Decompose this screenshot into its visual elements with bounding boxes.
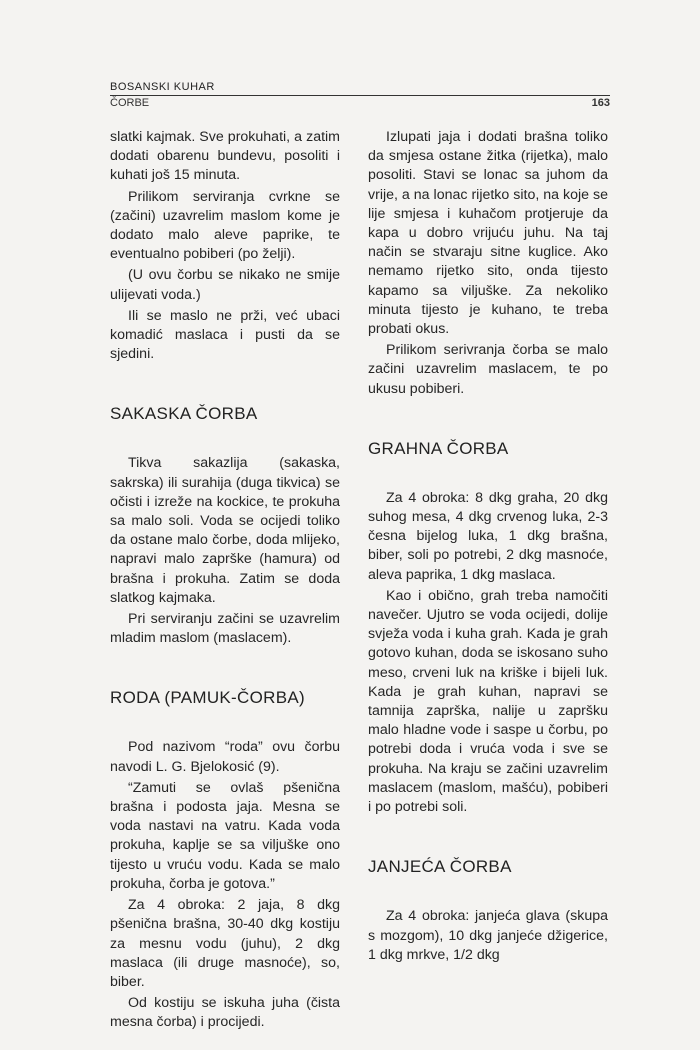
paragraph: Prilikom serivranja čorba se malo začini uzavrelim maslacem, te po ukusu pobiberi.: [368, 342, 608, 397]
paragraph: Pod nazivom “roda” ovu čorbu navodi L. G. Bjelokosić (9).: [110, 739, 340, 775]
recipe-heading-sakaska: SAKASKA ČORBA: [110, 404, 258, 424]
page-header: [110, 80, 610, 110]
paragraph: “Zamuti se ovlaš pšenična brašna i podosta jaja. Mesna se voda nastavi na vatru. Kada voda prokuha, kaplje se sa viljuške ono tijesto u vruću vodu. Kada se malo prokuha, čorba je gotova.”: [110, 779, 340, 892]
paragraph: Za 4 obroka: 2 jaja, 8 dkg pšenična brašna, 30-40 dkg kostiju za mesnu vodu (juhu), 2 dkg maslaca (ili druge masnoće), so, biber.: [110, 897, 340, 990]
book-title: BOSANSKI KUHAR: [110, 81, 215, 93]
header-row: [110, 96, 610, 110]
paragraph: Tikva sakazlija (sakaska, sakrska) ili surahija (duga tikvica) se očisti i izreže na kockice, te prokuha sa malo soli. Voda se ocijedi toliko da ostane malo čorbe, doda mlijeko, napravi malo zaprške (hamura) od brašna i prokuha. Zatim se doda slatkog kajmaka.: [110, 455, 340, 606]
section-title: ČORBE: [110, 97, 150, 109]
right-column: [368, 128, 608, 965]
paragraph: (U ovu čorbu se nikako ne smije ulijevati voda.): [110, 267, 340, 303]
recipe-heading-roda: RODA (PAMUK-ČORBA): [110, 688, 305, 708]
paragraph: Prilikom serviranja cvrkne se (začini) uzavrelim maslom kome je dodato malo aleve paprike, te eventualno pobiberi (po želji).: [110, 188, 340, 263]
paragraph: Kao i obično, grah treba namočiti navečer. Ujutro se voda ocijedi, dolije svježa voda i kuha grah. Kada je grah gotovo kuhan, doda se iskosano suho meso, crveni luk na kriške i bijeli luk. Kada je grah kuhan, napravi se tamnija zaprška, nalije u zapršku malo hladne vode i saspe u čorbu, po potrebi doda i vruća voda i sve se prokuha. Na kraju se začini uzavrelim maslacem (maslom, mašću), pobiberi i po potrebi soli.: [368, 587, 608, 816]
recipe-heading-grahna: GRAHNA ČORBA: [368, 438, 509, 458]
paragraph: Od kostiju se iskuha juha (čista mesna čorba) i procijedi.: [110, 995, 340, 1031]
paragraph: Za 4 obroka: 8 dkg graha, 20 dkg suhog mesa, 4 dkg crvenog luka, 2-3 česna bijelog luka, 1 dkg brašna, biber, soli po potrebi, 2 dkg masnoće, aleva paprika, 1 dkg maslaca.: [368, 489, 608, 583]
paragraph: Ili se maslo ne prži, već ubaci komadić maslaca i pusti da se sjedini.: [110, 307, 340, 363]
page-number: 163: [591, 97, 610, 109]
paragraph: Izlupati jaja i dodati brašna toliko da smjesa ostane žitka (rijetka), malo posoliti. Stavi se lonac sa juhom da vrije, a na lonac rijetko sito, na koje se lije smjesa i kuhačom protjeruje da kapa u dobro vrijuću juhu. Na taj način se stvaraju sitne kuglice. Ako nemamo rijetko sito, onda tijesto kapamo sa viljuške. Za nekoliko minuta tijesto je kuhano, te treba probati okus.: [368, 129, 608, 338]
paragraph: slatki kajmak. Sve prokuhati, a zatim dodati obarenu bundevu, posoliti i kuhati još 15 minuta.: [110, 129, 340, 184]
left-column: [110, 128, 340, 1033]
paragraph: Za 4 obroka: janjeća glava (skupa s mozgom), 10 dkg janjeće džigerice, 1 dkg mrkve, 1/2 dkg: [368, 908, 608, 963]
paragraph: Pri serviranju začini se uzavrelim mladim maslom (maslacem).: [110, 611, 340, 647]
recipe-heading-janjeca: JANJEĆA ČORBA: [368, 857, 512, 877]
